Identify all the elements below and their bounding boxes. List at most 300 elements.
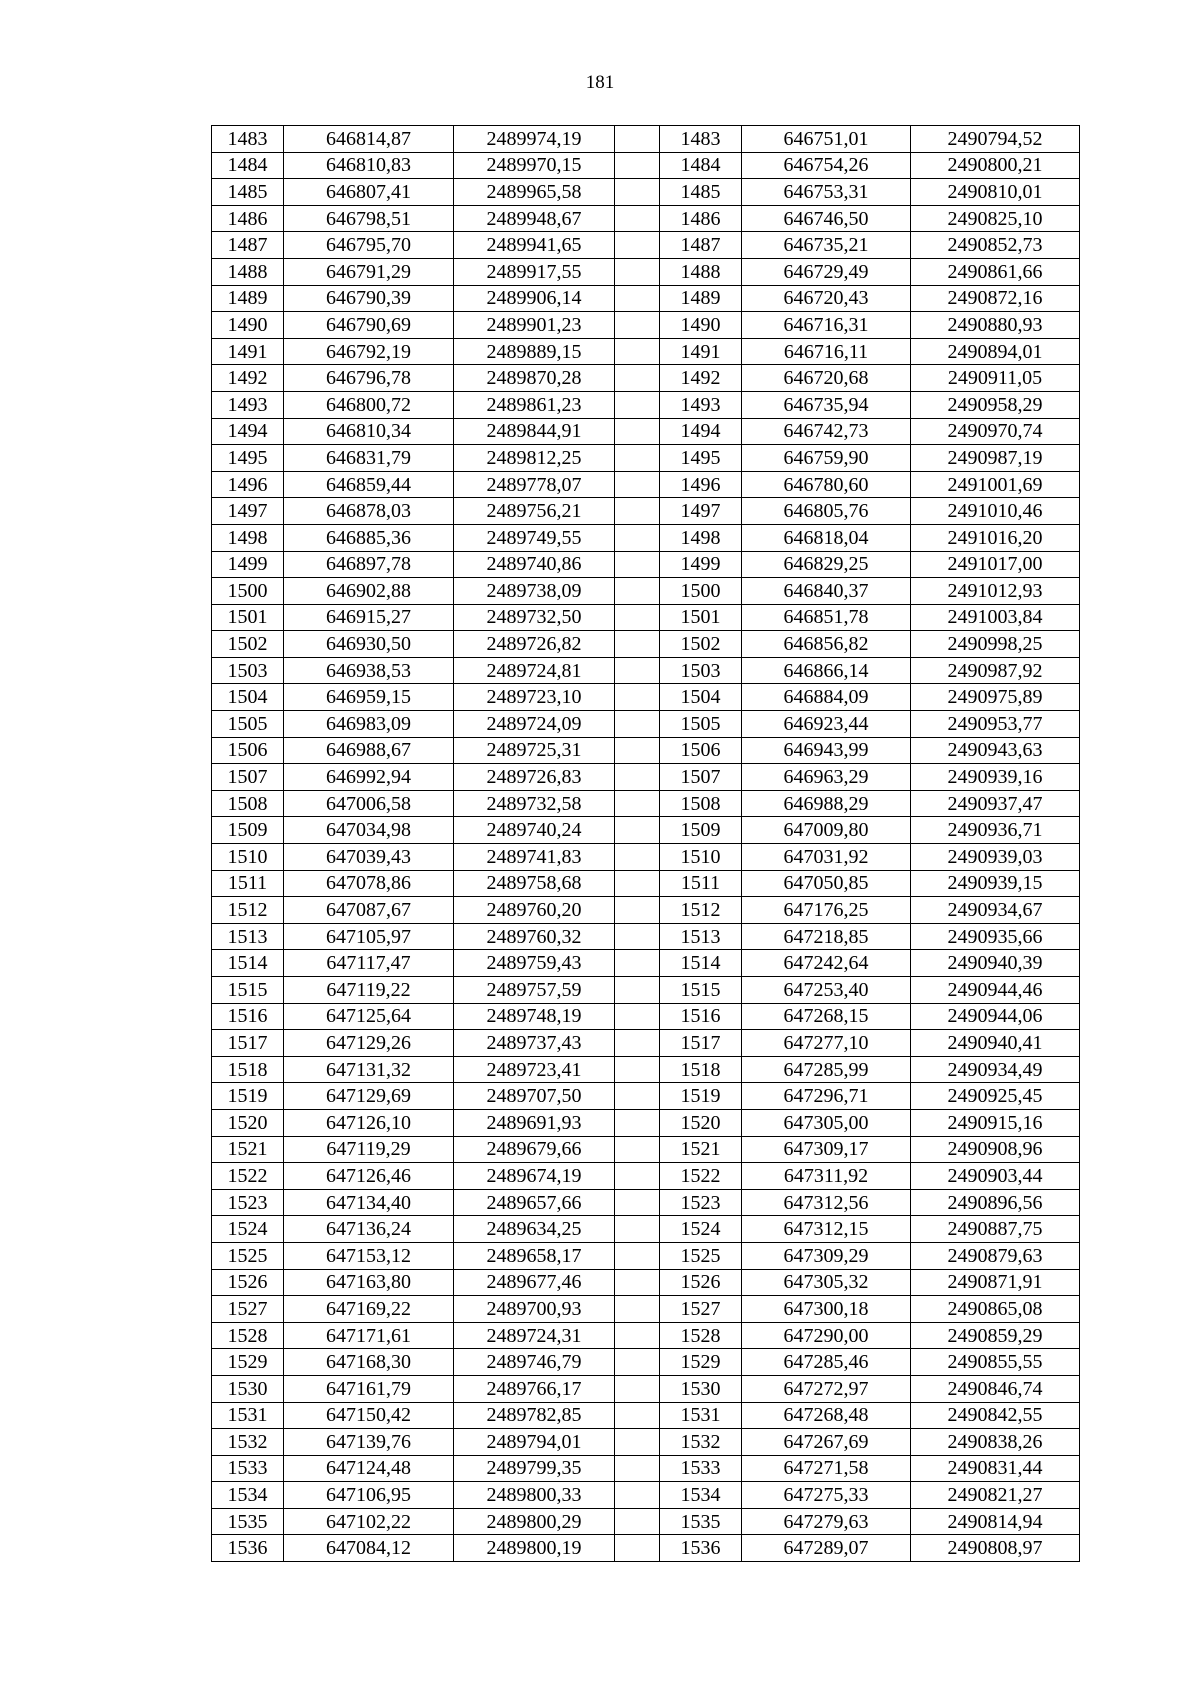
point-number-left: 1505 — [212, 711, 284, 738]
y-coordinate-left: 2489674,19 — [454, 1163, 615, 1190]
y-coordinate-left: 2489799,35 — [454, 1455, 615, 1482]
table-row — [212, 1003, 1080, 1030]
spacer-cell — [615, 365, 660, 392]
x-coordinate-right: 646818,04 — [742, 524, 911, 551]
x-coordinate-right: 646923,44 — [742, 711, 911, 738]
point-number-right: 1501 — [660, 604, 742, 631]
y-coordinate-left: 2489782,85 — [454, 1402, 615, 1429]
y-coordinate-left: 2489723,10 — [454, 684, 615, 711]
spacer-cell — [615, 631, 660, 658]
x-coordinate-right: 647312,15 — [742, 1216, 911, 1243]
x-coordinate-right: 647289,07 — [742, 1535, 911, 1562]
x-coordinate-right: 646746,50 — [742, 205, 911, 232]
y-coordinate-right: 2490939,16 — [911, 764, 1080, 791]
point-number-right: 1519 — [660, 1083, 742, 1110]
table-row — [212, 923, 1080, 950]
x-coordinate-right: 647009,80 — [742, 817, 911, 844]
y-coordinate-right: 2490936,71 — [911, 817, 1080, 844]
x-coordinate-left: 647168,30 — [284, 1349, 454, 1376]
point-number-left: 1483 — [212, 126, 284, 153]
spacer-cell — [615, 258, 660, 285]
table-row — [212, 1535, 1080, 1562]
point-number-left: 1534 — [212, 1482, 284, 1509]
point-number-right: 1535 — [660, 1508, 742, 1535]
y-coordinate-right: 2490838,26 — [911, 1429, 1080, 1456]
spacer-cell — [615, 764, 660, 791]
point-number-left: 1530 — [212, 1375, 284, 1402]
spacer-cell — [615, 817, 660, 844]
point-number-right: 1504 — [660, 684, 742, 711]
table-row — [212, 1375, 1080, 1402]
x-coordinate-left: 647163,80 — [284, 1269, 454, 1296]
table-row — [212, 152, 1080, 179]
point-number-right: 1526 — [660, 1269, 742, 1296]
y-coordinate-left: 2489726,83 — [454, 764, 615, 791]
y-coordinate-right: 2491012,93 — [911, 578, 1080, 605]
y-coordinate-left: 2489691,93 — [454, 1109, 615, 1136]
point-number-right: 1508 — [660, 790, 742, 817]
y-coordinate-right: 2490940,41 — [911, 1030, 1080, 1057]
y-coordinate-left: 2489634,25 — [454, 1216, 615, 1243]
x-coordinate-right: 646735,21 — [742, 232, 911, 259]
table-row — [212, 1163, 1080, 1190]
point-number-left: 1504 — [212, 684, 284, 711]
x-coordinate-right: 647290,00 — [742, 1322, 911, 1349]
point-number-right: 1489 — [660, 285, 742, 312]
x-coordinate-left: 646791,29 — [284, 258, 454, 285]
x-coordinate-right: 647300,18 — [742, 1296, 911, 1323]
table-row — [212, 471, 1080, 498]
table-row — [212, 232, 1080, 259]
y-coordinate-right: 2490944,46 — [911, 977, 1080, 1004]
table-row — [212, 365, 1080, 392]
x-coordinate-right: 647268,48 — [742, 1402, 911, 1429]
table-row — [212, 179, 1080, 206]
point-number-right: 1492 — [660, 365, 742, 392]
x-coordinate-left: 646814,87 — [284, 126, 454, 153]
x-coordinate-left: 646795,70 — [284, 232, 454, 259]
y-coordinate-left: 2489800,19 — [454, 1535, 615, 1562]
table-row — [212, 1402, 1080, 1429]
x-coordinate-left: 647139,76 — [284, 1429, 454, 1456]
y-coordinate-left: 2489760,32 — [454, 923, 615, 950]
table-row — [212, 1269, 1080, 1296]
x-coordinate-left: 647125,64 — [284, 1003, 454, 1030]
x-coordinate-left: 646902,88 — [284, 578, 454, 605]
y-coordinate-right: 2490953,77 — [911, 711, 1080, 738]
y-coordinate-left: 2489679,66 — [454, 1136, 615, 1163]
point-number-left: 1514 — [212, 950, 284, 977]
y-coordinate-right: 2490861,66 — [911, 258, 1080, 285]
point-number-left: 1529 — [212, 1349, 284, 1376]
x-coordinate-left: 647106,95 — [284, 1482, 454, 1509]
y-coordinate-right: 2491016,20 — [911, 524, 1080, 551]
point-number-left: 1523 — [212, 1189, 284, 1216]
y-coordinate-right: 2491001,69 — [911, 471, 1080, 498]
x-coordinate-right: 647253,40 — [742, 977, 911, 1004]
point-number-left: 1518 — [212, 1056, 284, 1083]
y-coordinate-left: 2489759,43 — [454, 950, 615, 977]
table-row — [212, 711, 1080, 738]
y-coordinate-right: 2490937,47 — [911, 790, 1080, 817]
point-number-left: 1513 — [212, 923, 284, 950]
y-coordinate-right: 2490859,29 — [911, 1322, 1080, 1349]
table-row — [212, 604, 1080, 631]
point-number-right: 1491 — [660, 338, 742, 365]
table-row — [212, 790, 1080, 817]
table-row — [212, 950, 1080, 977]
point-number-left: 1506 — [212, 737, 284, 764]
point-number-left: 1497 — [212, 498, 284, 525]
y-coordinate-left: 2489738,09 — [454, 578, 615, 605]
x-coordinate-left: 646938,53 — [284, 657, 454, 684]
x-coordinate-right: 647285,46 — [742, 1349, 911, 1376]
y-coordinate-right: 2490896,56 — [911, 1189, 1080, 1216]
x-coordinate-left: 647136,24 — [284, 1216, 454, 1243]
point-number-right: 1513 — [660, 923, 742, 950]
y-coordinate-left: 2489741,83 — [454, 844, 615, 871]
table-row — [212, 258, 1080, 285]
x-coordinate-left: 647105,97 — [284, 923, 454, 950]
x-coordinate-right: 646805,76 — [742, 498, 911, 525]
spacer-cell — [615, 657, 660, 684]
point-number-right: 1528 — [660, 1322, 742, 1349]
x-coordinate-left: 646790,69 — [284, 312, 454, 339]
x-coordinate-left: 646878,03 — [284, 498, 454, 525]
point-number-left: 1520 — [212, 1109, 284, 1136]
x-coordinate-left: 647087,67 — [284, 897, 454, 924]
point-number-right: 1522 — [660, 1163, 742, 1190]
point-number-right: 1515 — [660, 977, 742, 1004]
x-coordinate-left: 646897,78 — [284, 551, 454, 578]
table-row — [212, 1508, 1080, 1535]
x-coordinate-left: 646959,15 — [284, 684, 454, 711]
x-coordinate-right: 647311,92 — [742, 1163, 911, 1190]
x-coordinate-right: 646759,90 — [742, 445, 911, 472]
point-number-right: 1484 — [660, 152, 742, 179]
x-coordinate-left: 647119,29 — [284, 1136, 454, 1163]
point-number-left: 1515 — [212, 977, 284, 1004]
x-coordinate-left: 647131,32 — [284, 1056, 454, 1083]
y-coordinate-right: 2490894,01 — [911, 338, 1080, 365]
y-coordinate-left: 2489970,15 — [454, 152, 615, 179]
y-coordinate-left: 2489700,93 — [454, 1296, 615, 1323]
x-coordinate-left: 647171,61 — [284, 1322, 454, 1349]
x-coordinate-left: 647126,46 — [284, 1163, 454, 1190]
y-coordinate-right: 2490944,06 — [911, 1003, 1080, 1030]
x-coordinate-right: 646735,94 — [742, 391, 911, 418]
point-number-right: 1516 — [660, 1003, 742, 1030]
table-row — [212, 205, 1080, 232]
x-coordinate-right: 646751,01 — [742, 126, 911, 153]
table-row — [212, 1083, 1080, 1110]
y-coordinate-right: 2491010,46 — [911, 498, 1080, 525]
coordinates-table — [211, 125, 1080, 1562]
spacer-cell — [615, 711, 660, 738]
point-number-right: 1486 — [660, 205, 742, 232]
y-coordinate-right: 2490821,27 — [911, 1482, 1080, 1509]
x-coordinate-right: 647285,99 — [742, 1056, 911, 1083]
y-coordinate-left: 2489861,23 — [454, 391, 615, 418]
x-coordinate-right: 647242,64 — [742, 950, 911, 977]
spacer-cell — [615, 790, 660, 817]
point-number-right: 1512 — [660, 897, 742, 924]
y-coordinate-right: 2490911,05 — [911, 365, 1080, 392]
point-number-left: 1531 — [212, 1402, 284, 1429]
point-number-left: 1485 — [212, 179, 284, 206]
point-number-left: 1488 — [212, 258, 284, 285]
x-coordinate-left: 646988,67 — [284, 737, 454, 764]
table-row — [212, 1429, 1080, 1456]
point-number-left: 1507 — [212, 764, 284, 791]
y-coordinate-right: 2490958,29 — [911, 391, 1080, 418]
y-coordinate-right: 2490934,49 — [911, 1056, 1080, 1083]
x-coordinate-right: 646729,49 — [742, 258, 911, 285]
y-coordinate-right: 2490987,19 — [911, 445, 1080, 472]
spacer-cell — [615, 1136, 660, 1163]
point-number-left: 1526 — [212, 1269, 284, 1296]
point-number-left: 1493 — [212, 391, 284, 418]
point-number-right: 1487 — [660, 232, 742, 259]
point-number-left: 1527 — [212, 1296, 284, 1323]
spacer-cell — [615, 391, 660, 418]
spacer-cell — [615, 1482, 660, 1509]
point-number-left: 1521 — [212, 1136, 284, 1163]
point-number-left: 1498 — [212, 524, 284, 551]
point-number-right: 1527 — [660, 1296, 742, 1323]
y-coordinate-left: 2489760,20 — [454, 897, 615, 924]
y-coordinate-left: 2489844,91 — [454, 418, 615, 445]
x-coordinate-right: 646716,31 — [742, 312, 911, 339]
point-number-right: 1499 — [660, 551, 742, 578]
x-coordinate-left: 646807,41 — [284, 179, 454, 206]
y-coordinate-right: 2490852,73 — [911, 232, 1080, 259]
point-number-right: 1494 — [660, 418, 742, 445]
y-coordinate-right: 2490915,16 — [911, 1109, 1080, 1136]
point-number-left: 1524 — [212, 1216, 284, 1243]
table-row — [212, 578, 1080, 605]
point-number-right: 1509 — [660, 817, 742, 844]
x-coordinate-left: 646831,79 — [284, 445, 454, 472]
y-coordinate-right: 2490794,52 — [911, 126, 1080, 153]
point-number-right: 1507 — [660, 764, 742, 791]
point-number-right: 1488 — [660, 258, 742, 285]
x-coordinate-left: 646792,19 — [284, 338, 454, 365]
x-coordinate-left: 647084,12 — [284, 1535, 454, 1562]
spacer-cell — [615, 1508, 660, 1535]
table-row — [212, 817, 1080, 844]
point-number-left: 1486 — [212, 205, 284, 232]
y-coordinate-right: 2490831,44 — [911, 1455, 1080, 1482]
spacer-cell — [615, 498, 660, 525]
x-coordinate-right: 646742,73 — [742, 418, 911, 445]
x-coordinate-left: 647126,10 — [284, 1109, 454, 1136]
x-coordinate-right: 646720,43 — [742, 285, 911, 312]
point-number-left: 1496 — [212, 471, 284, 498]
x-coordinate-right: 646753,31 — [742, 179, 911, 206]
table-row — [212, 551, 1080, 578]
y-coordinate-right: 2490934,67 — [911, 897, 1080, 924]
point-number-left: 1508 — [212, 790, 284, 817]
x-coordinate-left: 647124,48 — [284, 1455, 454, 1482]
y-coordinate-right: 2490842,55 — [911, 1402, 1080, 1429]
x-coordinate-right: 646716,11 — [742, 338, 911, 365]
table-row — [212, 1056, 1080, 1083]
point-number-right: 1532 — [660, 1429, 742, 1456]
table-row — [212, 657, 1080, 684]
y-coordinate-left: 2489778,07 — [454, 471, 615, 498]
y-coordinate-left: 2489724,31 — [454, 1322, 615, 1349]
y-coordinate-left: 2489757,59 — [454, 977, 615, 1004]
x-coordinate-right: 647296,71 — [742, 1083, 911, 1110]
spacer-cell — [615, 1269, 660, 1296]
spacer-cell — [615, 1455, 660, 1482]
x-coordinate-left: 646915,27 — [284, 604, 454, 631]
point-number-left: 1487 — [212, 232, 284, 259]
point-number-left: 1509 — [212, 817, 284, 844]
y-coordinate-left: 2489901,23 — [454, 312, 615, 339]
spacer-cell — [615, 1003, 660, 1030]
x-coordinate-right: 647218,85 — [742, 923, 911, 950]
table-row — [212, 870, 1080, 897]
y-coordinate-left: 2489746,79 — [454, 1349, 615, 1376]
table-row — [212, 764, 1080, 791]
spacer-cell — [615, 1535, 660, 1562]
spacer-cell — [615, 950, 660, 977]
table-row — [212, 844, 1080, 871]
point-number-right: 1493 — [660, 391, 742, 418]
y-coordinate-left: 2489906,14 — [454, 285, 615, 312]
point-number-left: 1535 — [212, 1508, 284, 1535]
point-number-left: 1492 — [212, 365, 284, 392]
spacer-cell — [615, 870, 660, 897]
point-number-right: 1531 — [660, 1402, 742, 1429]
y-coordinate-right: 2490939,15 — [911, 870, 1080, 897]
spacer-cell — [615, 923, 660, 950]
spacer-cell — [615, 471, 660, 498]
y-coordinate-right: 2490846,74 — [911, 1375, 1080, 1402]
point-number-left: 1532 — [212, 1429, 284, 1456]
y-coordinate-left: 2489748,19 — [454, 1003, 615, 1030]
spacer-cell — [615, 1349, 660, 1376]
spacer-cell — [615, 1375, 660, 1402]
spacer-cell — [615, 152, 660, 179]
x-coordinate-left: 647161,79 — [284, 1375, 454, 1402]
x-coordinate-right: 647050,85 — [742, 870, 911, 897]
x-coordinate-left: 647153,12 — [284, 1242, 454, 1269]
x-coordinate-right: 647272,97 — [742, 1375, 911, 1402]
spacer-cell — [615, 977, 660, 1004]
y-coordinate-left: 2489812,25 — [454, 445, 615, 472]
y-coordinate-left: 2489740,86 — [454, 551, 615, 578]
x-coordinate-left: 646992,94 — [284, 764, 454, 791]
x-coordinate-right: 647271,58 — [742, 1455, 911, 1482]
table-row — [212, 1296, 1080, 1323]
table-row — [212, 1136, 1080, 1163]
y-coordinate-right: 2490825,10 — [911, 205, 1080, 232]
point-number-left: 1516 — [212, 1003, 284, 1030]
table-row — [212, 418, 1080, 445]
y-coordinate-left: 2489756,21 — [454, 498, 615, 525]
x-coordinate-right: 647275,33 — [742, 1482, 911, 1509]
x-coordinate-right: 647268,15 — [742, 1003, 911, 1030]
y-coordinate-left: 2489965,58 — [454, 179, 615, 206]
point-number-right: 1525 — [660, 1242, 742, 1269]
y-coordinate-left: 2489740,24 — [454, 817, 615, 844]
spacer-cell — [615, 1083, 660, 1110]
point-number-left: 1490 — [212, 312, 284, 339]
spacer-cell — [615, 285, 660, 312]
spacer-cell — [615, 126, 660, 153]
x-coordinate-right: 646720,68 — [742, 365, 911, 392]
point-number-right: 1502 — [660, 631, 742, 658]
y-coordinate-right: 2490814,94 — [911, 1508, 1080, 1535]
table-row — [212, 737, 1080, 764]
point-number-right: 1510 — [660, 844, 742, 871]
x-coordinate-left: 647134,40 — [284, 1189, 454, 1216]
x-coordinate-left: 646798,51 — [284, 205, 454, 232]
spacer-cell — [615, 1322, 660, 1349]
spacer-cell — [615, 1402, 660, 1429]
x-coordinate-right: 647031,92 — [742, 844, 911, 871]
y-coordinate-right: 2490887,75 — [911, 1216, 1080, 1243]
point-number-right: 1497 — [660, 498, 742, 525]
x-coordinate-right: 646943,99 — [742, 737, 911, 764]
x-coordinate-left: 646796,78 — [284, 365, 454, 392]
y-coordinate-left: 2489766,17 — [454, 1375, 615, 1402]
y-coordinate-left: 2489677,46 — [454, 1269, 615, 1296]
point-number-left: 1491 — [212, 338, 284, 365]
table-row — [212, 1189, 1080, 1216]
x-coordinate-left: 646983,09 — [284, 711, 454, 738]
x-coordinate-left: 646810,83 — [284, 152, 454, 179]
point-number-right: 1518 — [660, 1056, 742, 1083]
y-coordinate-left: 2489870,28 — [454, 365, 615, 392]
x-coordinate-left: 647039,43 — [284, 844, 454, 871]
y-coordinate-left: 2489758,68 — [454, 870, 615, 897]
y-coordinate-left: 2489726,82 — [454, 631, 615, 658]
x-coordinate-right: 647305,00 — [742, 1109, 911, 1136]
page-number: 181 — [585, 72, 615, 93]
table-row — [212, 285, 1080, 312]
spacer-cell — [615, 179, 660, 206]
y-coordinate-left: 2489889,15 — [454, 338, 615, 365]
table-row — [212, 524, 1080, 551]
point-number-left: 1489 — [212, 285, 284, 312]
point-number-right: 1500 — [660, 578, 742, 605]
y-coordinate-left: 2489794,01 — [454, 1429, 615, 1456]
spacer-cell — [615, 1109, 660, 1136]
y-coordinate-left: 2489723,41 — [454, 1056, 615, 1083]
y-coordinate-right: 2490810,01 — [911, 179, 1080, 206]
point-number-left: 1536 — [212, 1535, 284, 1562]
point-number-right: 1503 — [660, 657, 742, 684]
x-coordinate-right: 647277,10 — [742, 1030, 911, 1057]
spacer-cell — [615, 418, 660, 445]
spacer-cell — [615, 524, 660, 551]
point-number-right: 1534 — [660, 1482, 742, 1509]
y-coordinate-right: 2490871,91 — [911, 1269, 1080, 1296]
point-number-right: 1517 — [660, 1030, 742, 1057]
point-number-right: 1520 — [660, 1109, 742, 1136]
table-row — [212, 126, 1080, 153]
x-coordinate-right: 647279,63 — [742, 1508, 911, 1535]
spacer-cell — [615, 897, 660, 924]
y-coordinate-left: 2489737,43 — [454, 1030, 615, 1057]
y-coordinate-right: 2490865,08 — [911, 1296, 1080, 1323]
table-row — [212, 445, 1080, 472]
x-coordinate-left: 647129,26 — [284, 1030, 454, 1057]
